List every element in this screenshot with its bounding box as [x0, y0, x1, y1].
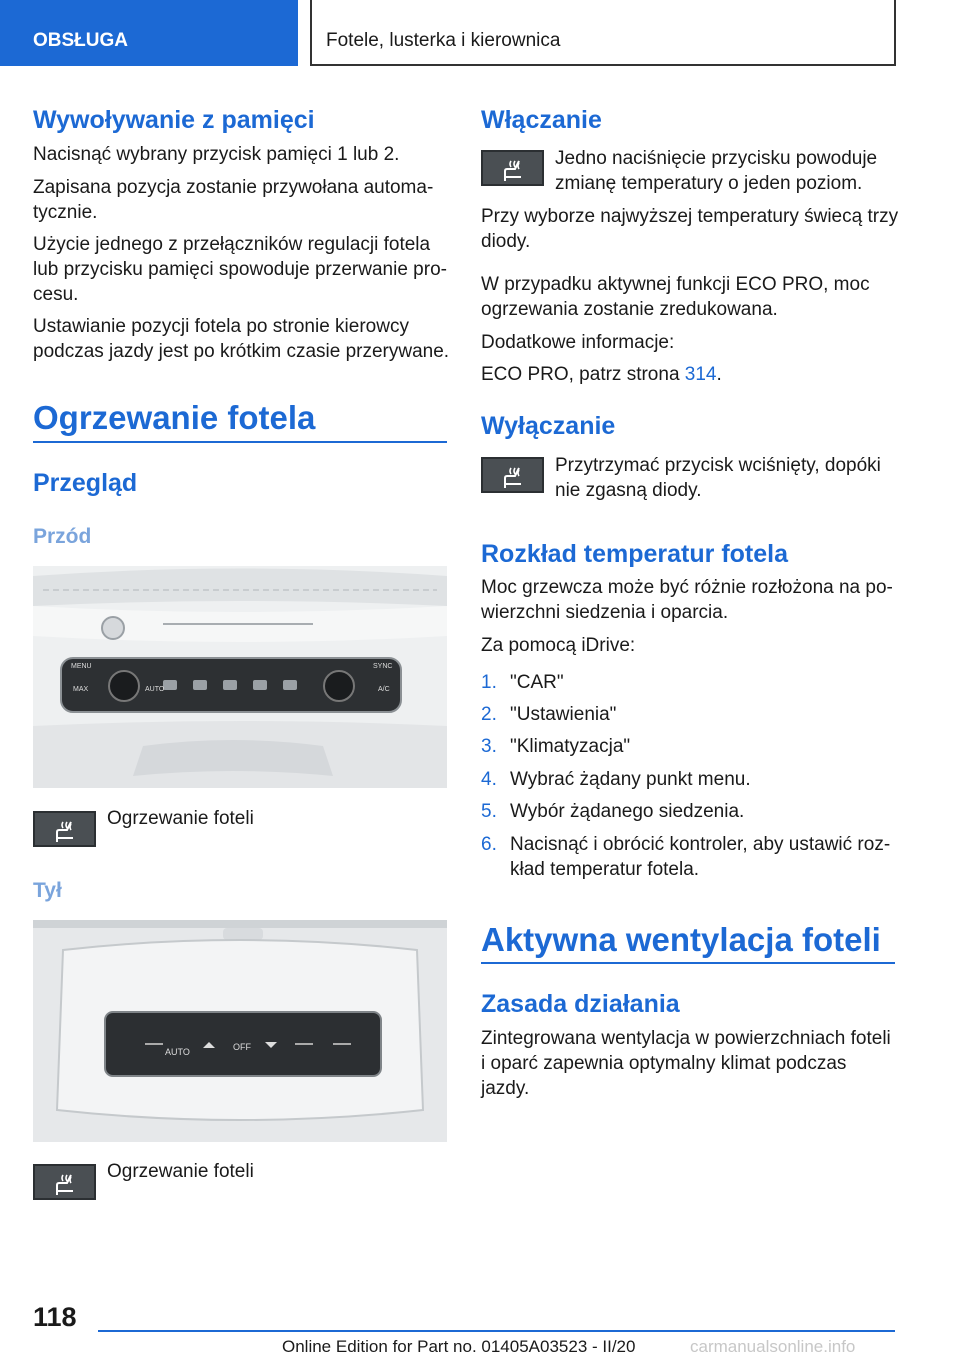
step-text: Wybrać żądany punkt menu. [510, 769, 751, 790]
overview-heading: Przegląd [33, 469, 138, 497]
dist-p2: Za pomocą iDrive: [481, 635, 636, 656]
recall-p3a: Użycie jednego z przełączników regulacji fotela [33, 234, 431, 255]
rear-panel-label-auto: AUTO [165, 1047, 190, 1057]
watermark: carmanualsonline.info [690, 1337, 856, 1356]
step-text: "Ustawienia" [510, 704, 617, 725]
on-p2b: ogrzewania zostanie zredukowana. [481, 299, 778, 320]
front-panel-label-menu: MENU [71, 663, 92, 670]
step-text: Wybór żądanego siedzenia. [510, 801, 745, 822]
heating-title: Ogrzewanie fotela [33, 399, 316, 436]
recall-p4a: Ustawianie pozycji fotela po stronie kierowcy [33, 316, 409, 337]
dist-p1a: Moc grzewcza może być różnie rozłożona na po‐ [481, 577, 893, 598]
step-text: "CAR" [510, 672, 564, 693]
front-heading: Przód [33, 525, 92, 548]
off-seat-heating-icon [481, 457, 544, 493]
ventilation-title-rule [481, 962, 895, 964]
step-number: 3. [481, 736, 497, 757]
on-p1a: Przy wyborze najwyższej temperatury świecą trzy [481, 206, 899, 227]
step6-continuation: kład temperatur fotela. [510, 859, 700, 880]
step-number: 1. [481, 672, 497, 693]
front-climate-panel-photo [33, 566, 447, 788]
front-panel-label-sync: SYNC [373, 663, 393, 670]
on-p1b: diody. [481, 231, 531, 252]
page-number: 118 [33, 1302, 77, 1332]
rear-heading: Tył [33, 879, 62, 902]
on-p4-end: . [716, 364, 722, 385]
principle-c: jazdy. [481, 1078, 530, 1099]
dist-p1b: wierzchni siedzenia i oparcia. [481, 602, 729, 623]
step-number: 2. [481, 704, 497, 725]
recall-p3c: cesu. [33, 284, 79, 305]
on-p4-text: ECO PRO, patrz strona [481, 364, 685, 385]
on-icon-text-b: zmianę temperatury o jeden poziom. [555, 173, 863, 194]
principle-a: Zintegrowana wentylacja w powierzchniach foteli [481, 1028, 891, 1049]
step-number: 5. [481, 801, 497, 822]
step-number: 6. [481, 834, 497, 855]
chapter-title: Fotele, lusterka i kierownica [310, 0, 896, 66]
step-text: "Klimatyzacja" [510, 736, 631, 757]
off-icon-text-a: Przytrzymać przycisk wciśnięty, dopóki [555, 455, 881, 476]
step-number: 4. [481, 769, 497, 790]
front-panel-illustration [33, 566, 447, 788]
on-p4 [481, 362, 722, 388]
recall-p2a: Zapisana pozycja zostanie przywołana automa‐ [33, 177, 434, 198]
recall-heading: Wywoływanie z pamięci [33, 106, 315, 134]
rear-seat-heating-icon [33, 1164, 96, 1200]
front-panel-label-max: MAX [73, 686, 89, 693]
rear-caption: Ogrzewanie foteli [107, 1161, 254, 1182]
front-panel-label-ac: A/C [378, 686, 390, 693]
distribution-heading: Rozkład temperatur fotela [481, 540, 789, 568]
step-text: Nacisnąć i obrócić kontroler, aby ustawić roz‐ [510, 834, 891, 855]
on-p3: Dodatkowe informacje: [481, 332, 675, 353]
on-p2a: W przypadku aktywnej funkcji ECO PRO, moc [481, 274, 870, 295]
off-heading: Wyłączanie [481, 412, 616, 440]
edition-note: Online Edition for Part no. 01405A03523 - II/20 [282, 1337, 636, 1356]
recall-p3b: lub przycisku pamięci spowoduje przerwanie pro‐ [33, 259, 447, 280]
recall-p4b: podczas jazdy jest po krótkim czasie przerywane. [33, 341, 450, 362]
section-tab: OBSŁUGA [0, 0, 298, 66]
on-seat-heating-icon [481, 150, 544, 186]
principle-heading: Zasada działania [481, 990, 680, 1018]
recall-p1: Nacisnąć wybrany przycisk pamięci 1 lub 2. [33, 144, 400, 165]
rear-climate-panel-photo [33, 920, 447, 1142]
front-caption: Ogrzewanie foteli [107, 808, 254, 829]
recall-p2b: tycznie. [33, 202, 98, 223]
ventilation-title: Aktywna wentylacja foteli [481, 921, 881, 958]
heating-title-rule [33, 441, 447, 443]
front-panel-label-auto: AUTO [145, 686, 165, 693]
on-icon-text-a: Jedno naciśnięcie przycisku powoduje [555, 148, 878, 169]
seat-heating-icon [33, 811, 96, 847]
footer-rule [98, 1330, 895, 1332]
principle-b: i oparć zapewnia optymalny klimat podczas [481, 1053, 847, 1074]
off-icon-text-b: nie zgasną diody. [555, 480, 702, 501]
on-heading: Włączanie [481, 106, 602, 134]
rear-panel-label-off: OFF [233, 1042, 251, 1052]
rear-panel-illustration [33, 920, 447, 1142]
eco-pro-page-link[interactable]: 314 [684, 364, 717, 385]
